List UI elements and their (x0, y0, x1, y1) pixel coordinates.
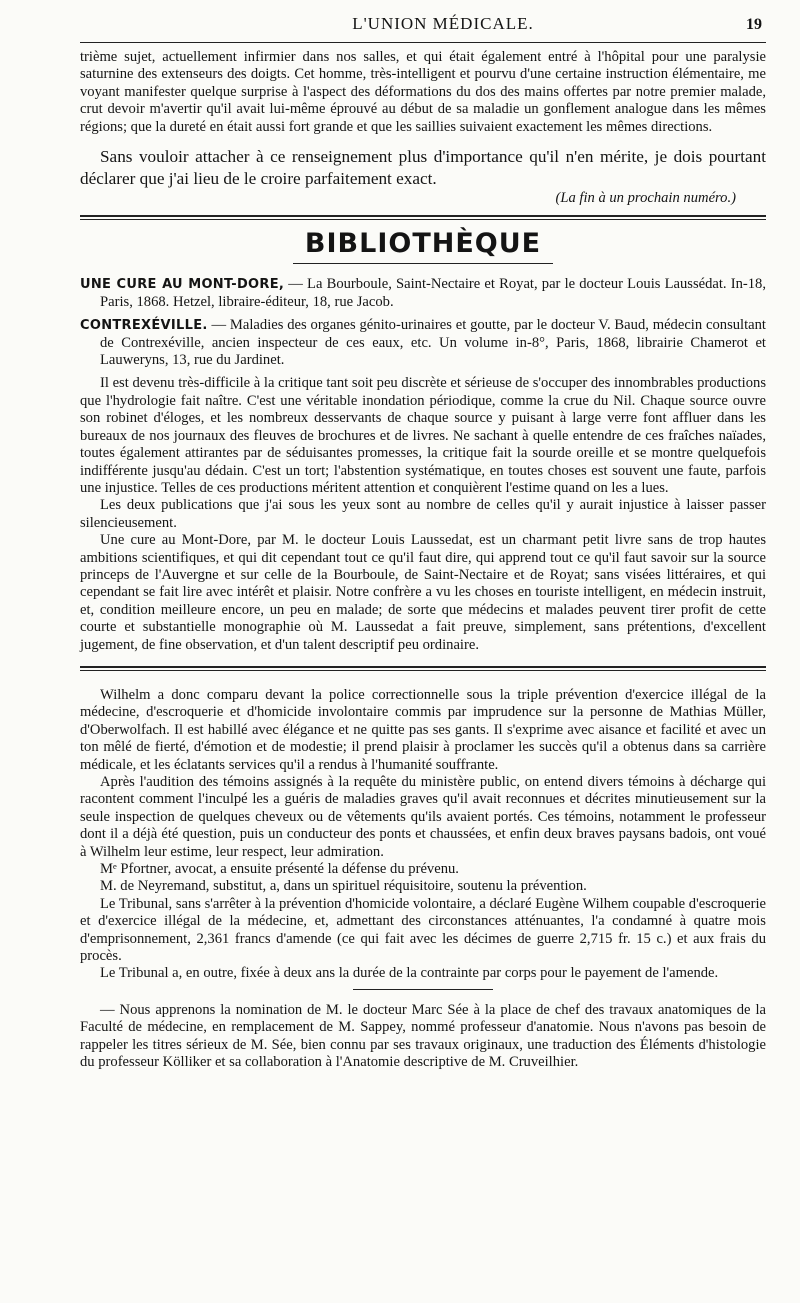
book-entry (80, 276, 766, 311)
book-title: UNE CURE AU MONT-DORE, (80, 277, 285, 293)
section-title: BIBLIOTHÈQUE (304, 228, 542, 260)
article-closing-paragraph: Sans vouloir attacher à ce renseignement plus d'importance qu'il n'en mérite, je dois pourtant déclarer que j'ai lieu de le croire parfaitement exact. (80, 147, 766, 189)
section-divider (80, 215, 766, 220)
book-details: — Maladies des organes génito-urinaires et goutte, par le docteur V. Baud, médecin consultant de Contrexéville, ancien inspecteur de ces eaux, etc. Un volume in-8°, Paris, 1868, librairie Chamerot et Lauweryns, 13, rue du Jardinet. (100, 317, 766, 369)
review-paragraph: Il est devenu très-difficile à la critique tant soit peu discrète et sérieuse de s'occuper des innombrables productions que l'hydrologie fait naître. C'est une véritable inondation périodique, comme la crue du Nil. Chaque source ouvre son robinet d'éloges, et les nombreux desservants de chaque source y puisant à large verre font affluer dans les bureaux de nos journaux des fleuves de brochures et de livres. Ne sachant à quelle entendre de ces fraîches naïades, toutes également attirantes par de séduisantes promesses, la critique fait la sourde oreille et se montre quelquefois indifférente jusqu'au dédain. C'est un tort; l'abstention systématique, en toutes choses est souvent une faute, parfois une injustice. Telles de ces productions méritent attention et conquièrent l'estime quand on les a lues. (80, 375, 766, 496)
book-details: — La Bourboule, Saint-Nectaire et Royat, par le docteur Louis Laussédat. In-18, Paris, 1868. Hetzel, libraire-éditeur, 18, rue Jacob. (100, 276, 766, 310)
book-entry (80, 317, 766, 369)
feuilleton-paragraph: M. de Neyremand, substitut, a, dans un spirituel réquisitoire, soutenu la prévention. (100, 878, 587, 895)
review-paragraph: Une cure au Mont-Dore, par M. le docteur Louis Laussedat, est un charmant petit livre sans de trop hautes ambitions scientifiques, et qui dit cependant tout ce qu'il faut dire, qui apprend tout ce qu'il faut savoir sur la source princeps de l'Auvergne et sur celle de la Bourboule, de Saint-Nectaire et de Royat; sans visées littéraires, et qui cependant se fait lire avec intérêt et plaisir. Notre confrère a vu les choses en touriste intelligent, en médecin instruit, et, condition meilleure encore, un peu en malade; de sorte que médecins et malades peuvent tirer profit de cette courte et substantielle monographie où M. Laussedat a fait preuve, simplement, sans prétentions, d'excellent jugement, de fine observation, et d'un talent descriptif peu ordinaire. (80, 532, 766, 653)
article-continuation-paragraph: trième sujet, actuellement infirmier dans nos salles, et qui était également entré à l'hôpital pour une paralysie saturnine des extenseurs des doigts. Cet homme, très-intelligent et pourvu d'une certaine instruction élémentaire, me voyant manifester quelque surprise à l'aspect des déformations du dos des mains offertes par notre premier malade, crut devoir m'avertir qu'il avait lui-même éprouvé au début de sa maladie un gonflement analogue dans les mêmes régions; que la dureté en était aussi fort grande et que les saillies suivaient exactement les mêmes directions. (80, 49, 766, 135)
header-rule (80, 42, 766, 43)
feuilleton-paragraph: Le Tribunal a, en outre, fixée à deux ans la durée de la contrainte par corps pour le payement de l'amende. (100, 965, 719, 982)
news-paragraph: — Nous apprenons la nomination de M. le docteur Marc Sée à la place de chef des travaux anatomiques de la Faculté de médecine, en remplacement de M. Sappey, nommé professeur d'anatomie. Nous n'avons pas besoin de rappeler les titres sérieux de M. Sée, bien connu par ses travaux originaux, une traduction des Éléments d'histologie du professeur Kölliker et sa collaboration à l'Anatomie descriptive de M. Cruveilhier. (80, 1001, 766, 1071)
feuilleton-paragraph: Mᵉ Pfortner, avocat, a ensuite présenté la défense du prévenu. (100, 861, 459, 878)
feuilleton-paragraph: Après l'audition des témoins assignés à la requête du ministère public, on entend divers témoins à décharge qui racontent comment l'inculpé les a guéris de maladies graves qu'il avait reconnues et décrites minutieusement sur la seule inspection de quelques cheveux ou de vêtements qu'ils avaient portés. Ces témoins, notamment le professeur dont il a déjà été question, puis un conducteur des ponts et chaussées, et enfin deux braves paysans badois, ont voué à Wilhelm leur estime, leur respect, leur admiration. (80, 774, 766, 860)
page-number: 19 (746, 16, 762, 33)
review-paragraph: Les deux publications que j'ai sous les yeux sont au nombre de celles qu'il y aurait injustice à laisser passer silencieusement. (80, 497, 766, 531)
feuilleton-paragraph: Le Tribunal, sans s'arrêter à la prévention d'homicide volontaire, a déclaré Eugène Wilhem coupable d'escroquerie et d'exercice illégal de la médecine, et, admettant des circonstances atténuantes, l'a condamné à quatre mois d'emprisonnement, 2,361 francs d'amende (ce qui fait avec les décimes de guerre 2,715 fr. 15 c.) et aux frais du procès. (80, 895, 766, 965)
feuilleton-paragraph: Wilhelm a donc comparu devant la police correctionnelle sous la triple prévention d'exercice illégal de la médecine, d'escroquerie et d'homicide involontaire commis par imprudence sur la personne de Mathias Müller, d'Oberwolfach. Il est habillé avec élégance et ne quitte pas ses gants. Il s'exprime avec aisance et facilité et avec un ton mêlé de fierté, d'émotion et de modestie; il prend plaisir à proclamer les succès qu'il a obtenus dans sa carrière médicale, et les éclatants services qu'il a rendus à l'humanité souffrante. (80, 686, 766, 773)
running-title: L'UNION MÉDICALE. (352, 14, 534, 33)
title-underline (293, 263, 553, 264)
feuilleton-divider (80, 666, 766, 671)
book-title: CONTREXÉVILLE. (80, 318, 208, 334)
continuation-note: (La fin à un prochain numéro.) (555, 190, 736, 207)
page-header (80, 0, 766, 34)
short-divider (353, 989, 493, 990)
